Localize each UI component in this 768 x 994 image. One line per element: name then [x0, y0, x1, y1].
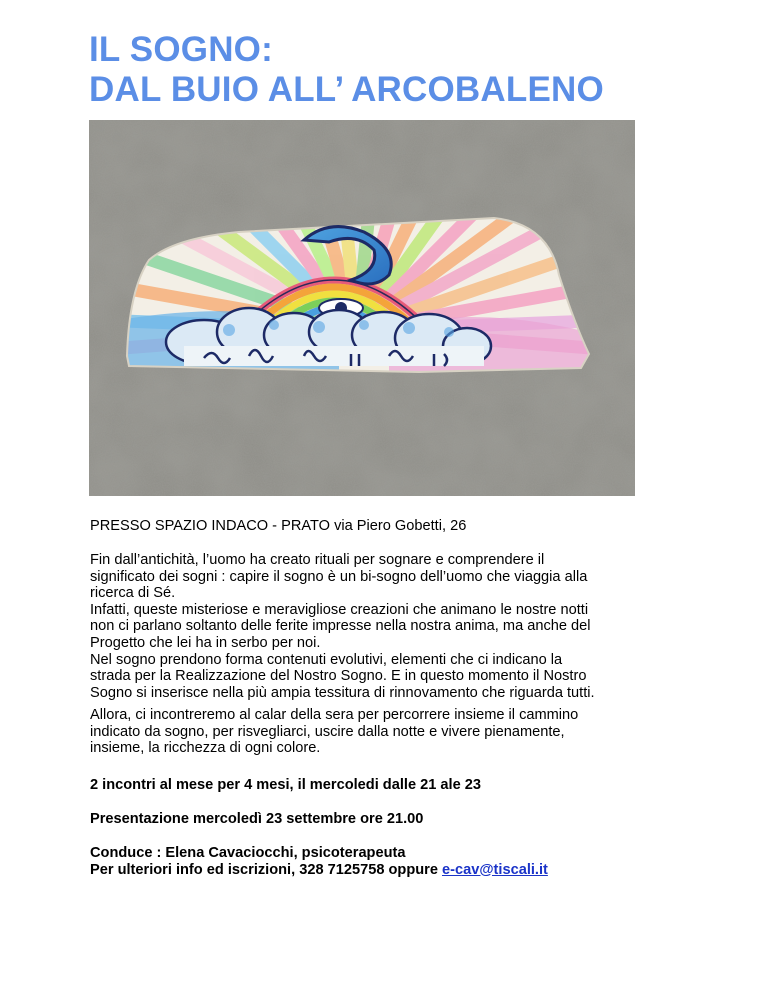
- text-line: significato dei sogni : capire il sogno è un bi-sogno dell’uomo che viaggia alla: [90, 568, 588, 585]
- text-line: Sogno si inserisce nella più ampia tessitura di rinnovamento che riguarda tutti.: [90, 684, 595, 701]
- text-line: ricerca di Sé.: [90, 585, 176, 602]
- text-line: Fin dall’antichità, l’uomo ha creato rituali per sognare e comprendere il: [90, 552, 545, 568]
- text-line: Nel sogno prendono forma contenuti evolutivi, elementi che ci indicano la: [90, 651, 563, 668]
- text-line: strada per la Realizzazione del Nostro Sogno. E in questo momento il Nostro: [90, 668, 587, 685]
- email-link[interactable]: e-cav@tiscali.it: [442, 861, 548, 878]
- rainbow-artwork-photo: [89, 120, 635, 496]
- text-line: indicato da sogno, per risvegliarci, uscire dalla notte e vivere pienamente,: [90, 723, 565, 740]
- intro-paragraph: [90, 552, 690, 701]
- schedule-line: 2 incontri al mese per 4 mesi, il mercoledi dalle 21 ale 23: [90, 777, 481, 793]
- text-line: insieme, la ricchezza di ogni colore.: [90, 740, 321, 757]
- text-line: Allora, ci incontreremo al calar della sera per percorrere insieme il cammino: [90, 707, 579, 723]
- text-line: non ci parlano soltanto delle ferite impresse nella nostra anima, ma anche del: [90, 618, 591, 635]
- info-text: Per ulteriori info ed iscrizioni, 328 7125758 oppure: [90, 861, 442, 878]
- flyer-title: [89, 30, 604, 110]
- venue-line: PRESSO SPAZIO INDACO - PRATO via Piero Gobetti, 26: [90, 518, 467, 534]
- text-line: Progetto che lei ha in serbo per noi.: [90, 634, 321, 651]
- info-line: [90, 862, 690, 879]
- conductor-line: Conduce : Elena Cavaciocchi, psicoterapeuta: [90, 845, 406, 861]
- text-line: Infatti, queste misteriose e meravigliose creazioni che animano le nostre notti: [90, 601, 589, 618]
- presentation-line: Presentazione mercoledì 23 settembre ore 21.00: [90, 811, 424, 827]
- title-line-1: IL SOGNO:: [89, 30, 273, 69]
- contact-block: [90, 845, 690, 878]
- title-line-2: DAL BUIO ALL’ ARCOBALENO: [89, 70, 604, 109]
- invitation-paragraph: [90, 707, 690, 757]
